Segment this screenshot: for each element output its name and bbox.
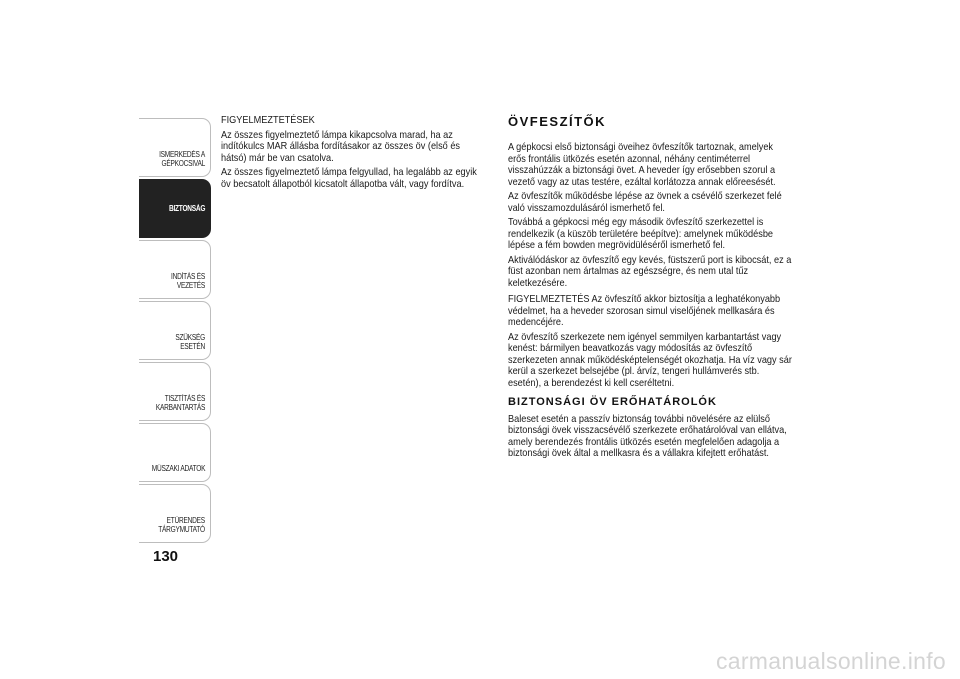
tab-label: MŰSZAKI ADATOK	[151, 464, 205, 473]
paragraph: Az övfeszítők működésbe lépése az övnek a csévélő szerkezet felé való visszamozdulásáról ismerhető fel.	[508, 191, 782, 214]
tab-label: SZÜKSÉG ESETÉN	[175, 333, 205, 351]
tab-targymutato[interactable]	[139, 484, 211, 543]
paragraph: Aktiválódáskor az övfeszítő egy kevés, füstszerű port is kibocsát, ez a füst azonban nem ártalmas az egészségre, és nem utal tűz keletkezésére.	[508, 254, 792, 289]
paragraph: Baleset esetén a passzív biztonság további növelésére az elülső biztonsági övek visszacsévélő szerkezete erőhatárolóval van ellátva, amely berendezés frontális ütközés esetén megfelelően adagolja a biztonsági övek által a mellkasra és a vállakra kifejtett erőhatást.	[508, 413, 787, 459]
tab-label: ETŰRENDES TÁRGYMUTATÓ	[158, 516, 205, 534]
tab-inditas[interactable]	[139, 240, 211, 299]
paragraph: Továbbá a gépkocsi még egy második övfeszítő szerkezettel is rendelkezik (a küszöb területére beépítve): amelynek működésbe lépése a fém bowden megrövidüléséről ismerhető fel.	[508, 217, 774, 251]
paragraph: A gépkocsi első biztonsági öveihez övfeszítők tartoznak, amelyek erős frontális ütközés esetén azonnal, néhány centiméterrel visszahúzzák a biztonsági övet. A heveder így erősebben szorul a vezető vagy az utas testére, ezáltal korlátozza annak előreesését.	[508, 142, 776, 188]
paragraph: Az övfeszítő szerkezete nem igényel semmilyen karbantartást vagy kenést: bármilyen beavatkozás vagy módosítás az övfeszítő szerkezeten annak működésképtelenségét okozhatja. Ha víz vagy sár kerül a szerkezet belsejébe (pl. árvíz, tengeri hullámverés stb. esetén), a berendezést ki kell cseréltetni.	[508, 331, 792, 389]
paragraph: Az összes figyelmeztető lámpa kikapcsolva marad, ha az indítókulcs MAR állásba fordításakor az összes öv (első és hátsó) már be van csatolva.	[221, 129, 461, 164]
warning-label: FIGYELMEZTETÉSEK	[221, 115, 315, 126]
tab-label: ISMERKEDÉS A GÉPKOCSIVAL	[159, 150, 205, 168]
section-heading: ÖVFESZÍTŐK	[508, 114, 607, 129]
subsection-heading: BIZTONSÁGI ÖV ERŐHATÁROLÓK	[508, 396, 717, 408]
tab-szukseg[interactable]	[139, 301, 211, 360]
page-number: 130	[153, 548, 179, 565]
tab-label: TISZTÍTÁS ÉS KARBANTARTÁS	[155, 394, 205, 412]
tab-muszaki[interactable]	[139, 423, 211, 482]
tab-label: BIZTONSÁG	[168, 204, 205, 213]
tab-tisztitas[interactable]	[139, 362, 211, 421]
watermark: carmanualsonline.info	[715, 648, 946, 674]
tab-biztonsag[interactable]	[139, 179, 211, 238]
warning-paragraph: FIGYELMEZTETÉS Az övfeszítő akkor biztosítja a leghatékonyabb védelmet, ha a heveder szorosan simul viselőjének mellkasára és medencéjére.	[508, 294, 781, 328]
paragraph: Az összes figyelmeztető lámpa felgyullad, ha legalább az egyik öv becsatolt állapotból kicsatolt állapotba vált, vagy fordítva.	[221, 167, 477, 190]
left-column	[221, 115, 487, 193]
right-column	[508, 142, 793, 463]
tab-label: INDÍTÁS ÉS VEZETÉS	[170, 272, 205, 290]
tab-ismerkedes[interactable]	[139, 118, 211, 177]
